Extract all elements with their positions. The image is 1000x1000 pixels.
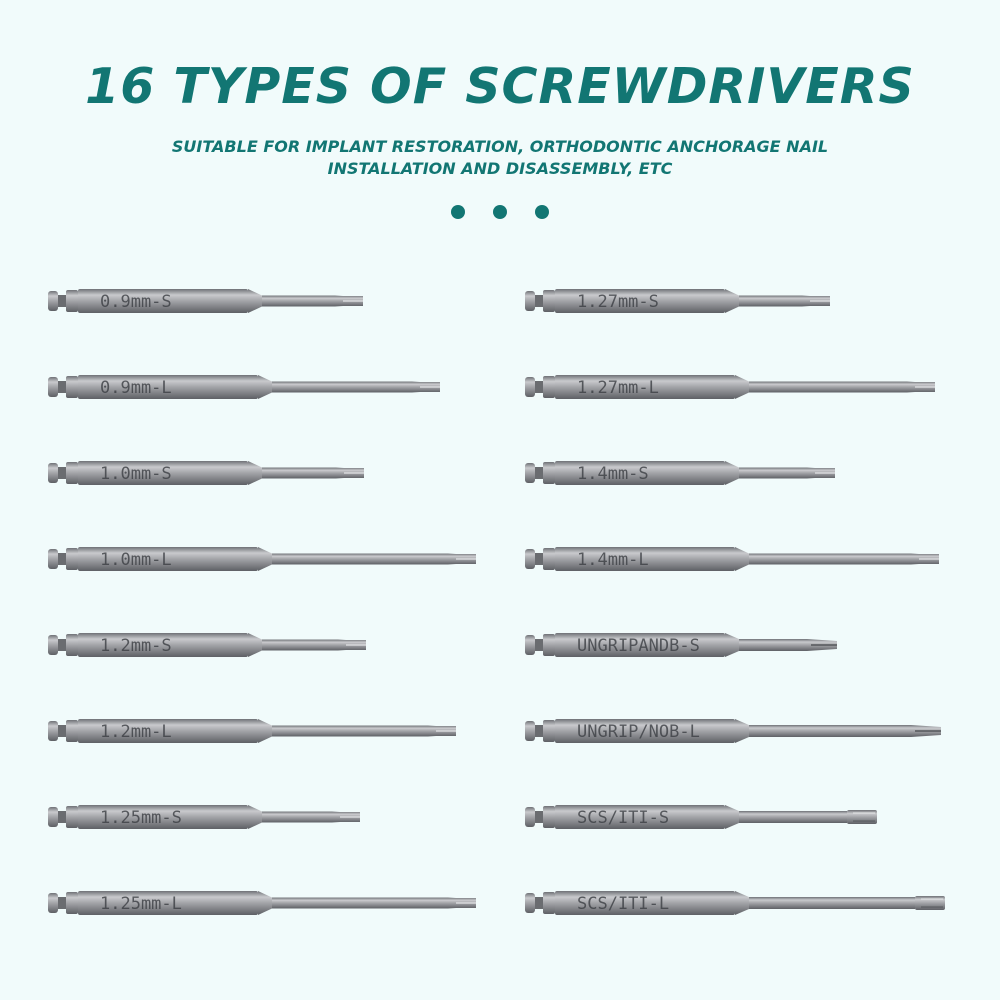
screwdriver-right-4 [525, 543, 939, 575]
latch-head [48, 377, 58, 397]
engraved-label: 1.27mm-L [577, 378, 659, 398]
shaft [262, 640, 338, 651]
shaft [749, 554, 911, 565]
shaft [262, 812, 332, 823]
latch-head [48, 807, 58, 827]
screwdriver-right-5 [525, 629, 837, 661]
engraved-label: 1.25mm-S [100, 808, 182, 828]
subtitle-line-2: INSTALLATION AND DISASSEMBLY, ETC [327, 159, 673, 178]
latch-head [48, 549, 58, 569]
screwdriver-right-2 [525, 371, 935, 403]
shaft [272, 554, 448, 565]
screwdriver-left-5 [48, 629, 366, 661]
engraved-label: 1.27mm-S [577, 292, 659, 312]
engraved-label: 1.4mm-L [577, 550, 649, 570]
engraved-label: 0.9mm-S [100, 292, 172, 312]
shaft [739, 296, 802, 307]
screwdriver-right-7 [525, 801, 877, 833]
shaft [739, 468, 807, 479]
engraved-label: 0.9mm-L [100, 378, 172, 398]
shaft [272, 726, 428, 737]
torx-tip [847, 810, 877, 824]
latch-head [48, 635, 58, 655]
engraved-label: SCS/ITI-L [577, 894, 670, 914]
shaft [749, 725, 911, 737]
page-subtitle [0, 136, 1000, 180]
engraved-label: 1.0mm-L [100, 550, 172, 570]
engraved-label: UNGRIP/NOB-L [577, 722, 700, 742]
latch-head [525, 807, 535, 827]
shaft [272, 898, 448, 909]
engraved-label: UNGRIPANDB-S [577, 636, 700, 656]
torx-tip [915, 896, 945, 910]
screwdriver-right-8 [525, 887, 945, 919]
latch-head [525, 463, 535, 483]
shaft [272, 382, 412, 393]
shaft [262, 468, 336, 479]
screwdriver-left-2 [48, 371, 440, 403]
screwdriver-left-3 [48, 457, 364, 489]
latch-head [48, 463, 58, 483]
screwdriver-right-3 [525, 457, 835, 489]
latch-head [48, 291, 58, 311]
latch-head [525, 721, 535, 741]
screwdriver-left-6 [48, 715, 456, 747]
engraved-label: 1.2mm-S [100, 636, 172, 656]
screwdriver-right-6 [525, 715, 941, 747]
dot-icon [451, 205, 465, 219]
latch-head [525, 893, 535, 913]
shaft [739, 639, 807, 651]
screwdriver-left-4 [48, 543, 476, 575]
engraved-label: 1.0mm-S [100, 464, 172, 484]
engraved-label: 1.4mm-S [577, 464, 649, 484]
latch-head [525, 549, 535, 569]
engraved-label: 1.2mm-L [100, 722, 172, 742]
latch-head [525, 291, 535, 311]
decorative-dots [0, 205, 1000, 219]
screwdriver-left-8 [48, 887, 476, 919]
page-title: 16 TYPES OF SCREWDRIVERS [85, 58, 915, 115]
screwdriver-right-1 [525, 285, 830, 317]
screwdriver-left-1 [48, 285, 363, 317]
dot-icon [535, 205, 549, 219]
shaft [739, 811, 847, 823]
shaft [749, 382, 907, 393]
shaft [749, 897, 915, 909]
shaft [262, 296, 335, 307]
subtitle-line-1: SUITABLE FOR IMPLANT RESTORATION, ORTHODONTIC ANCHORAGE NAIL [171, 137, 829, 156]
latch-head [48, 893, 58, 913]
screwdriver-left-7 [48, 801, 360, 833]
engraved-label: SCS/ITI-S [577, 808, 670, 828]
latch-head [525, 635, 535, 655]
latch-head [525, 377, 535, 397]
dot-icon [493, 205, 507, 219]
engraved-label: 1.25mm-L [100, 894, 182, 914]
latch-head [48, 721, 58, 741]
